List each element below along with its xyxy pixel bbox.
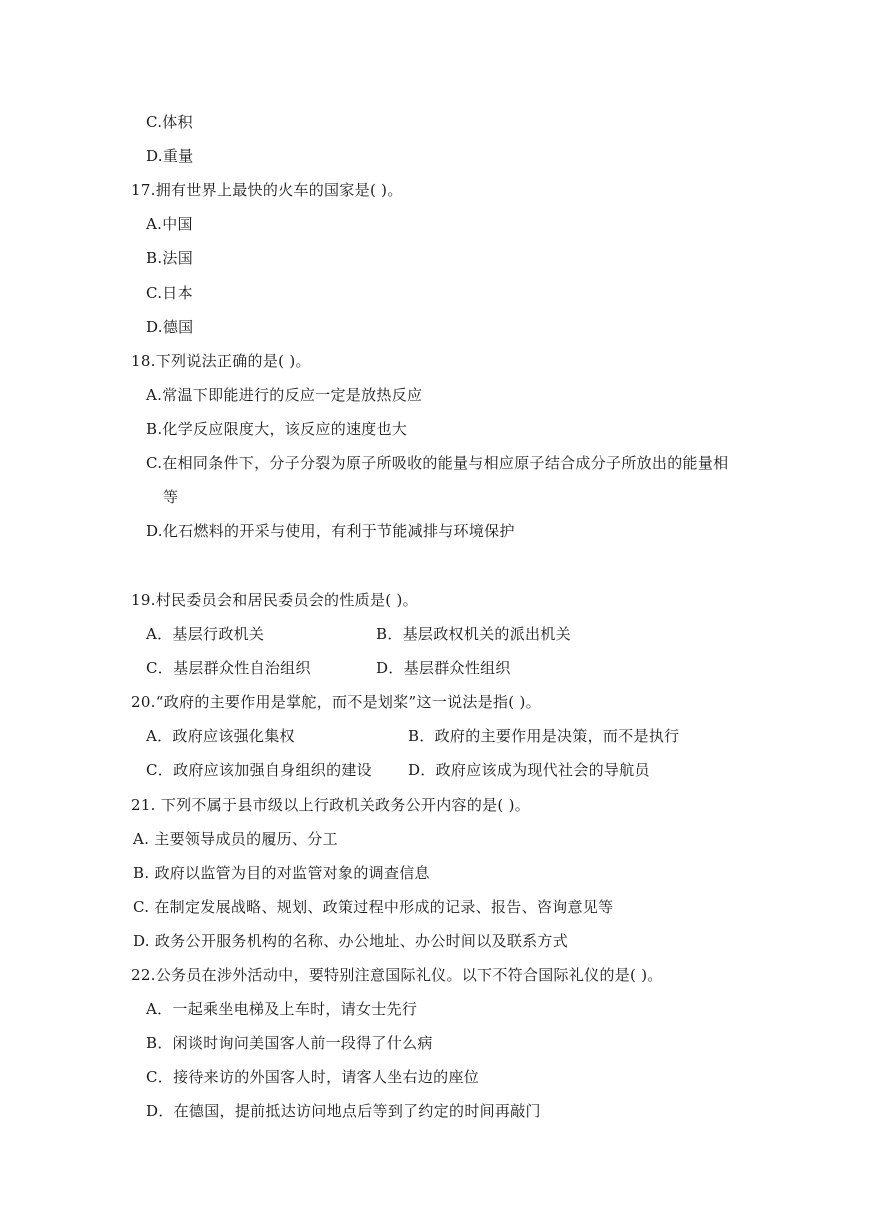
q21-option-c: C. 在制定发展战略、规划、政策过程中形成的记录、报告、咨询意见等 bbox=[133, 898, 614, 916]
q19-option-c: C．基层群众性自治组织 bbox=[146, 659, 311, 677]
q17-option-d: D.德国 bbox=[146, 318, 194, 336]
q21-option-b: B. 政府以监管为目的对监管对象的调查信息 bbox=[133, 864, 430, 882]
q19-option-a: A．基层行政机关 bbox=[146, 625, 265, 643]
q17-option-c: C.日本 bbox=[146, 284, 193, 302]
q21-stem: 21. 下列不属于县市级以上行政机关政务公开内容的是( )。 bbox=[131, 796, 531, 814]
q19-stem: 19.村民委员会和居民委员会的性质是( )。 bbox=[131, 591, 418, 609]
q18-option-c-line1: C.在相同条件下，分子分裂为原子所吸收的能量与相应原子结合成分子所放出的能量相 bbox=[146, 454, 729, 472]
q22-option-d: D．在德国，提前抵达访问地点后等到了约定的时间再敲门 bbox=[146, 1102, 541, 1120]
q20-option-d: D．政府应该成为现代社会的导航员 bbox=[408, 761, 650, 779]
q17-option-a: A.中国 bbox=[146, 215, 193, 233]
q22-stem: 22.公务员在涉外活动中，要特别注意国际礼仪。以下不符合国际礼仪的是( )。 bbox=[131, 966, 663, 984]
q21-option-d: D. 政务公开服务机构的名称、办公地址、办公时间以及联系方式 bbox=[133, 932, 569, 950]
q18-option-b: B.化学反应限度大，该反应的速度也大 bbox=[146, 420, 408, 438]
q17-stem: 17.拥有世界上最快的火车的国家是( )。 bbox=[131, 181, 403, 199]
q18-option-d: D.化石燃料的开采与使用，有利于节能减排与环境保护 bbox=[146, 522, 515, 540]
q18-stem: 18.下列说法正确的是( )。 bbox=[131, 352, 311, 370]
q22-option-b: B．闲谈时询问美国客人前一段得了什么病 bbox=[146, 1034, 433, 1052]
q20-option-a: A．政府应该强化集权 bbox=[146, 727, 295, 745]
q18-option-a: A.常温下即能进行的反应一定是放热反应 bbox=[146, 386, 423, 404]
q20-stem: 20.“政府的主要作用是掌舵，而不是划桨”这一说法是指( )。 bbox=[131, 693, 541, 711]
q20-option-b: B．政府的主要作用是决策，而不是执行 bbox=[408, 727, 680, 745]
q19-option-b: B．基层政权机关的派出机关 bbox=[376, 625, 571, 643]
q18-option-c-line2: 等 bbox=[163, 488, 179, 506]
q22-option-c: C．接待来访的外国客人时，请客人坐右边的座位 bbox=[146, 1068, 480, 1086]
q22-option-a: A．一起乘坐电梯及上车时，请女士先行 bbox=[146, 1000, 418, 1018]
q20-option-c: C．政府应该加强自身组织的建设 bbox=[146, 761, 372, 779]
q21-option-a: A. 主要领导成员的履历、分工 bbox=[133, 830, 338, 848]
q19-option-d: D．基层群众性组织 bbox=[376, 659, 511, 677]
q16-option-c: C.体积 bbox=[146, 113, 193, 131]
q17-option-b: B.法国 bbox=[146, 249, 193, 267]
q16-option-d: D.重量 bbox=[146, 147, 194, 165]
